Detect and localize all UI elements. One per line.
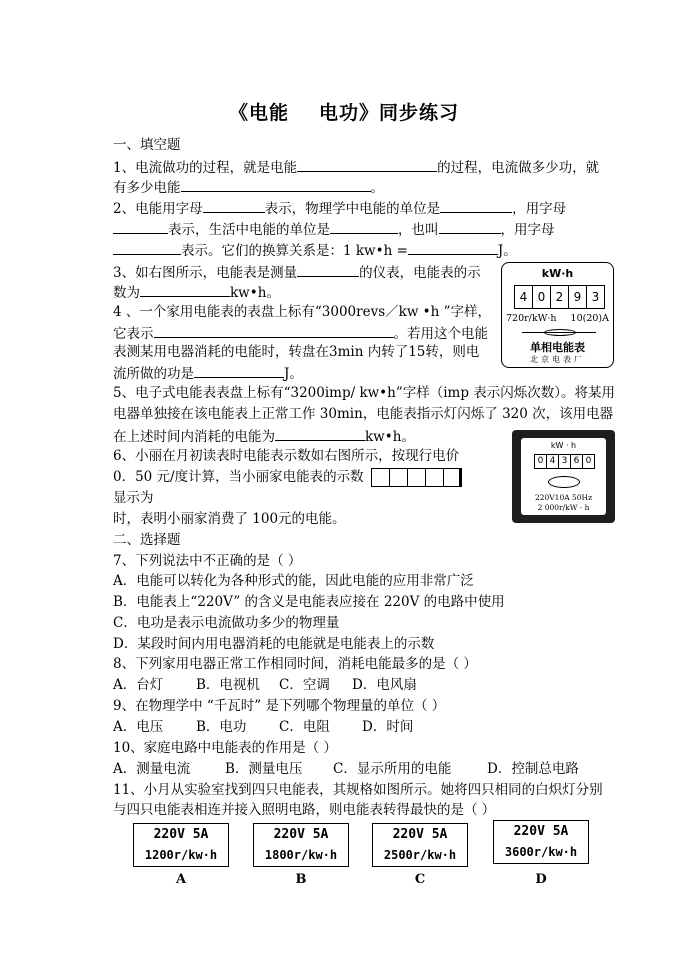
q8-option-b[interactable]: B．电视机 (196, 677, 260, 693)
q10-option-d[interactable]: D．控制总电路 (487, 761, 579, 777)
meter2-digit: 6 (571, 455, 583, 468)
q1-line2: 有多少电能 。 (113, 177, 384, 197)
q11-label-d: D (535, 872, 547, 887)
title-part1: 《电能 (228, 102, 289, 124)
q10-option-b[interactable]: B．测量电压 (225, 761, 303, 777)
q7-option-d[interactable]: D．某段时间内用电器消耗的电能就是电能表上的示数 (113, 636, 435, 652)
q4-line3: 表测某用电器消耗的电能时，转盘在3min 内转了15转，则电 (113, 344, 480, 360)
meter1-digit: 3 (591, 290, 600, 304)
meter1-maker: 北京电表厂 (530, 355, 585, 364)
answer-blank[interactable] (330, 219, 398, 234)
q7-option-a[interactable]: A．电能可以转化为各种形式的能，因此电能的应用非常广泛 (113, 573, 474, 589)
q9-options (113, 718, 413, 736)
q2-line1: 2、电能用字母 表示，物理学中电能的单位是 ，用字母 (113, 198, 566, 218)
meter2-digits (534, 454, 595, 469)
answer-blank[interactable] (194, 363, 284, 378)
answer-blank[interactable] (140, 282, 230, 297)
q10-options (113, 760, 579, 778)
answer-blank[interactable] (181, 177, 371, 192)
q4-line1: 4 、一个家用电能表的表盘上标有“3000revs／kw •h ”字样， (113, 304, 492, 320)
answer-blank[interactable] (439, 219, 501, 234)
q5-line1: 5、电子式电能表表盘上标有“3200imp/ kw•h”字样（imp 表示闪烁次数）。将某用 (113, 385, 616, 401)
q5-line2: 电器单独接在该电能表上正常工作 30min，电能表指示灯闪烁了 320 次，该用电器 (113, 406, 614, 422)
section-fill-blank: 一、填空题 (113, 137, 181, 153)
q3-line1: 3、如右图所示，电能表是测量 的仪表，电能表的示 (113, 262, 481, 282)
q11-meter-b[interactable]: 220V 5A 1800r/kw·h (253, 823, 349, 867)
answer-blank[interactable] (113, 219, 168, 234)
answer-blank[interactable] (275, 426, 365, 441)
q5-line3: 在上述时间内消耗的电能为 kw•h。 (113, 426, 415, 446)
q6-line4: 时，表明小丽家消费了 100元的电能。 (113, 511, 346, 527)
meter1-spec: 720r/kW·h 10(20)A (506, 313, 609, 324)
q1-line1: 1、电流做功的过程，就是电能 的过程，电流做多少功，就 (113, 157, 599, 177)
meter1-unit: kW·h (541, 267, 574, 280)
meter1-disk-icon (544, 329, 576, 336)
q6-line2: 0．50 元/度计算，当小丽家电能表的示数 (113, 468, 462, 487)
q3-line2: 数为 kw•h。 (113, 282, 280, 302)
q8-option-d[interactable]: D．电风扇 (352, 677, 417, 693)
meter-photo-figure (512, 430, 615, 523)
q11-label-c: C (414, 872, 426, 887)
section-multiple-choice: 二、选择题 (113, 532, 181, 548)
answer-blank[interactable] (297, 157, 437, 172)
title-part2: 电功》同步练习 (319, 102, 460, 124)
q2-line2: 表示，生活中电能的单位是 ，也叫 ，用字母 (113, 219, 555, 239)
q11-line2: 与四只电能表相连并接入照明电路，则电能表转得最快的是（ ） (113, 802, 496, 818)
meter1-digit: 4 (515, 286, 533, 308)
mechanical-meter-figure (501, 262, 614, 368)
q7-option-b[interactable]: B．电能表上“220V” 的含义是电能表应接在 220V 的电路中使用 (113, 594, 505, 610)
q9-stem: 9、在物理学中 “千瓦时” 是下列哪个物理量的单位（ ） (113, 698, 446, 714)
answer-blank[interactable] (297, 262, 359, 277)
answer-blank[interactable] (440, 198, 512, 213)
q2-line3: 表示。它们的换算关系是：1 kw•h = J。 (113, 240, 517, 260)
q8-stem: 8、下列家用电器正常工作相同时间，消耗电能最多的是（ ） (113, 656, 477, 672)
q11-line1: 11、小月从实验室找到四只电能表，其规格如图所示。她将四只相同的白炽灯分别 (113, 782, 603, 798)
q8-option-a[interactable]: A．台灯 (113, 677, 164, 693)
q6-line1: 6、小丽在月初读表时电能表示数如右图所示，按现行电价 (113, 448, 460, 464)
meter2-digit: 4 (547, 455, 559, 468)
answer-blank[interactable] (408, 240, 498, 255)
meter1-digits (514, 285, 605, 309)
meter2-disk-icon (548, 476, 580, 488)
reading-boxes (372, 468, 462, 487)
meter2-spec1: 220V10A 50Hz (534, 493, 593, 502)
q11-meter-d[interactable]: 220V 5A 3600r/kw·h (493, 820, 589, 864)
meter1-digit: 0 (533, 286, 551, 308)
q6-line3: 显示为 (113, 490, 154, 506)
q8-options (113, 676, 417, 694)
q10-option-a[interactable]: A．测量电流 (113, 761, 191, 777)
meter2-unit: kW · h (550, 441, 577, 450)
q4-line2: 它表示 。若用这个电能 (113, 323, 488, 343)
q11-meter-c[interactable]: 220V 5A 2500r/kw·h (372, 823, 468, 867)
q8-option-c[interactable]: C．空调 (279, 677, 330, 693)
page-title (0, 98, 688, 125)
meter1-digit: 2 (551, 286, 569, 308)
meter2-digit: 3 (559, 455, 571, 468)
q7-stem: 7、下列说法中不正确的是（ ） (113, 553, 302, 569)
q11-label-a: A (175, 872, 187, 887)
meter2-spec2: 2 000r/kW · h (537, 503, 590, 512)
q9-option-a[interactable]: A．电压 (113, 719, 164, 735)
meter2-digit: 0 (535, 455, 547, 468)
answer-blank[interactable] (113, 240, 181, 255)
q7-option-c[interactable]: C．电功是表示电流做功多少的物理量 (113, 615, 340, 631)
meter1-name: 单相电能表 (530, 341, 585, 354)
q11-label-b: B (295, 872, 307, 887)
meter2-digit: 0 (585, 456, 592, 466)
q9-option-b[interactable]: B．电功 (196, 719, 247, 735)
q9-option-c[interactable]: C．电阻 (279, 719, 330, 735)
answer-blank[interactable] (203, 198, 265, 213)
q10-stem: 10、家庭电路中电能表的作用是（ ） (113, 740, 337, 756)
q9-option-d[interactable]: D．时间 (362, 719, 414, 735)
meter1-digit: 9 (569, 286, 587, 308)
q11-meter-a[interactable]: 220V 5A 1200r/kw·h (133, 823, 229, 867)
q10-option-c[interactable]: C．显示所用的电能 (333, 761, 452, 777)
q4-line4: 流所做的功是 J。 (113, 363, 303, 383)
meter2-face (521, 438, 606, 515)
answer-blank[interactable] (154, 323, 394, 338)
